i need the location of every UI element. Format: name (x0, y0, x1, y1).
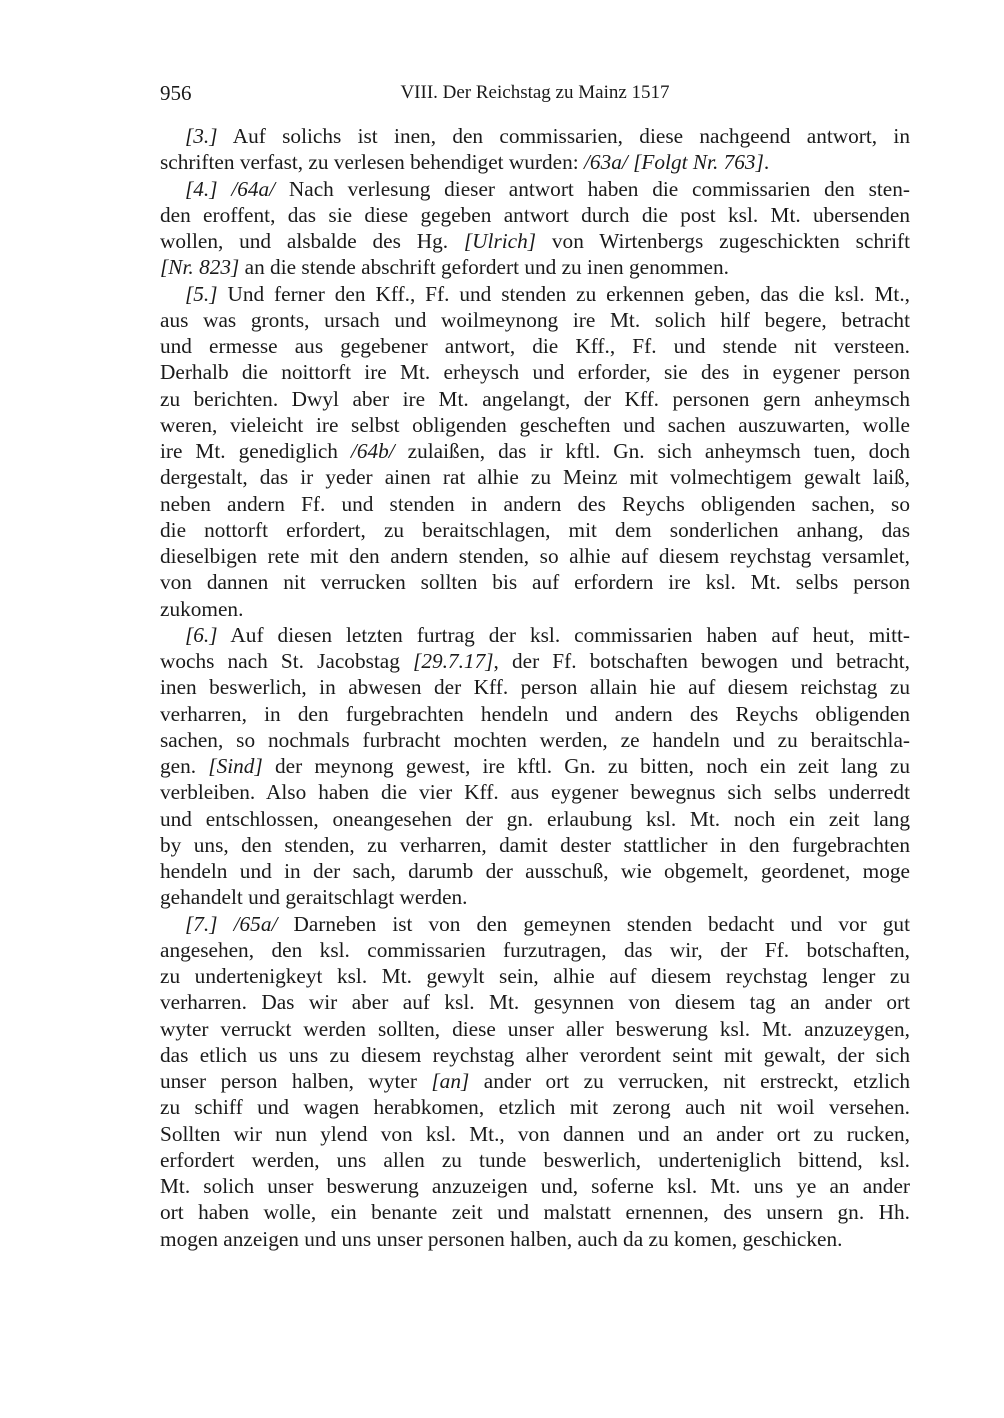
text-line (160, 1226, 910, 1252)
text-run: neben andern Ff. und stenden in andern des Reychs obligenden sachen, so (160, 491, 910, 516)
text-line (160, 674, 910, 700)
text-run: dergestalt, das ir yeder ainen rat alhie zu Meinz mit volmechtigem gewalt laiß, (160, 465, 910, 490)
text-line (160, 701, 910, 727)
text-line (160, 123, 910, 149)
text-run: Auf solichs ist inen, den commissarien, diese nachgeend antwort, in (217, 124, 910, 148)
text-run: zu schiff und wagen herabkomen, etzlich mit zerong auch nit woil versehen. (160, 1095, 910, 1120)
running-title: VIII. Der Reichstag zu Mainz 1517 (400, 82, 670, 103)
text-run: . (763, 150, 770, 175)
text-line (160, 1068, 910, 1094)
editorial-annotation: /63a/ [Folgt Nr. 763] (584, 150, 764, 175)
paragraph (160, 176, 910, 281)
text-run: aus was gronts, ursach und woilmeynong ire Mt. solich hilf begere, betracht (160, 307, 910, 332)
text-run: zu undertenigkeyt ksl. Mt. gewylt sein, alhie auf diesem reychstag lenger zu (160, 964, 910, 988)
text-line (160, 228, 910, 254)
text-line (160, 333, 910, 359)
text-run: wochs nach St. Jacobstag (160, 649, 414, 673)
text-line (160, 963, 910, 989)
text-line (160, 1016, 910, 1042)
text-line (160, 491, 910, 517)
editorial-annotation: [Ulrich] (463, 229, 537, 253)
text-line (160, 412, 910, 438)
text-line (160, 911, 910, 937)
text-line (160, 1173, 910, 1199)
text-run: verharren. Das wir aber auf ksl. Mt. gesynnen von diesem tag an ander ort (160, 990, 910, 1015)
running-head (160, 76, 910, 112)
editorial-annotation: [4.] /64a/ (185, 176, 276, 201)
text-run: verbleiben. Also haben die vier Kff. aus eygener bewegnus sich selbs underredt (160, 780, 910, 805)
text-run: und ermesse aus gegebener antwort, die Kff., Ff. und stende nit versteen. (160, 334, 910, 358)
text-line (160, 149, 910, 175)
paragraph (160, 911, 910, 1252)
paragraph (160, 281, 910, 622)
text-run: ander ort zu verrucken, nit erstreckt, etzlich (469, 1069, 910, 1093)
text-line (160, 543, 910, 569)
text-run: weren, vieleicht ire selbst obligenden gescheften und sachen auszuwarten, wolle (160, 412, 910, 437)
text-line (160, 438, 910, 464)
text-line (160, 648, 910, 674)
text-run: ire Mt. genediglich (160, 439, 351, 463)
text-run: Mt. solich unser beswerung anzuzeigen und, soferne ksl. Mt. uns ye an ander (160, 1174, 910, 1198)
text-run: an die stende abschrift gefordert und zu inen genommen. (239, 255, 729, 280)
text-run: unser person halben, wyter (160, 1069, 432, 1093)
text-run: by uns, den stenden, zu verharren, damit dester stattlicher in den furgebrachten (160, 832, 910, 857)
body-text (160, 123, 910, 1252)
text-line (160, 727, 910, 753)
text-line (160, 1094, 910, 1120)
text-run: erfordert werden, uns allen zu tunde beswerlich, underteniglich bittend, ksl. (160, 1147, 910, 1172)
editorial-annotation: [Sind] (208, 754, 263, 778)
text-run: gen. (160, 754, 209, 778)
editorial-annotation: [an] (431, 1069, 470, 1093)
text-run: zu berichten. Dwyl aber ire Mt. angelangt, der Kff. personen gern anheymsch (160, 386, 910, 411)
text-run: Sollten wir nun ylend von ksl. Mt., von dannen und an ander ort zu rucken, (160, 1121, 910, 1146)
text-line (160, 937, 910, 963)
text-line (160, 464, 910, 490)
text-run: gehandelt und geraitschlagt werden. (160, 885, 468, 910)
text-run: mogen anzeigen und uns unser personen halben, auch da zu komen, geschicken. (160, 1226, 843, 1251)
text-run: das etlich us uns zu diesem reychstag alher verordent seint mit gewalt, der sich (160, 1042, 910, 1067)
text-line (160, 359, 910, 385)
editorial-annotation: /64b/ (350, 439, 395, 463)
text-run: verharren, in den furgebrachten hendeln und andern des Reychs obligenden (160, 701, 910, 726)
text-run: dieselbigen rete mit den andern stenden, so alhie auf diesem reychstag versamlet, (160, 544, 910, 568)
text-line (160, 569, 910, 595)
text-line (160, 1121, 910, 1147)
text-line (160, 858, 910, 884)
editorial-annotation: [6.] (185, 622, 218, 647)
editorial-annotation: [5.] (185, 281, 218, 306)
text-line (160, 1199, 910, 1225)
text-line (160, 884, 910, 910)
text-run: wollen, und alsbalde des Hg. (160, 229, 464, 253)
text-run: den eroffent, das sie diese gegeben antwort durch die post ksl. Mt. ubersenden (160, 202, 910, 227)
text-line (160, 1042, 910, 1068)
text-run: sachen, so nochmals furbracht mochten werden, ze handeln und zu beraitschla- (160, 727, 910, 752)
text-run: Und ferner den Kff., Ff. und stenden zu erkennen geben, das die ksl. Mt., (217, 281, 910, 306)
text-line (160, 202, 910, 228)
text-line (160, 517, 910, 543)
text-run: zukomen. (160, 596, 244, 621)
editorial-annotation: [7.] /65a/ (185, 911, 278, 936)
paragraph (160, 622, 910, 911)
text-line (160, 779, 910, 805)
text-line (160, 254, 910, 280)
text-line (160, 596, 910, 622)
text-line (160, 832, 910, 858)
editorial-annotation: [29.7.17] (413, 649, 494, 673)
document-page (160, 76, 910, 1252)
text-line (160, 622, 910, 648)
text-line (160, 386, 910, 412)
text-run: und entschlossen, oneangesehen der gn. erlaubung ksl. Mt. noch ein zeit lang (160, 806, 910, 831)
text-run: schriften verfast, zu verlesen behendiget wurden: (160, 150, 584, 175)
text-line (160, 281, 910, 307)
paragraph (160, 123, 910, 176)
text-line (160, 1147, 910, 1173)
text-run: ort haben wolle, ein benante zeit und malstatt ernennen, des unsern gn. Hh. (160, 1200, 910, 1225)
text-run: zulaißen, das ir kftl. Gn. sich anheymsch tuen, doch (394, 439, 911, 463)
text-run: von Wirtenbergs zugeschickten schrift (536, 229, 910, 253)
text-run: angesehen, den ksl. commissarien furzutragen, das wir, der Ff. botschaften, (160, 937, 910, 962)
page-number: 956 (160, 81, 192, 105)
text-run: der meynong gewest, ire kftl. Gn. zu bitten, noch ein zeit lang zu (262, 754, 910, 778)
text-run: die nottorft erfordert, zu beraitschlagen, mit dem sonderlichen anhang, das (160, 517, 910, 542)
text-run: , der Ff. botschaften bewogen und betracht, (493, 649, 910, 673)
text-line (160, 806, 910, 832)
text-run: hendeln und in der sach, darumb der ausschuß, wie obgemelt, geordenet, moge (160, 859, 910, 883)
text-run: wyter verruckt werden sollten, diese unser aller beswerung ksl. Mt. anzuzeygen, (160, 1016, 910, 1041)
text-run: Nach verlesung dieser antwort haben die commissarien den sten- (275, 176, 911, 201)
text-line (160, 176, 910, 202)
editorial-annotation: [Nr. 823] (160, 255, 240, 280)
text-line (160, 753, 910, 779)
text-line (160, 989, 910, 1015)
text-line (160, 307, 910, 333)
editorial-annotation: [3.] (185, 124, 218, 148)
text-run: von dannen nit verrucken sollten bis auf erfordern ire ksl. Mt. selbs person (160, 570, 910, 595)
text-run: Auf diesen letzten furtrag der ksl. commissarien haben auf heut, mitt- (217, 622, 910, 647)
text-run: Derhalb die noittorft ire Mt. erheysch und erforder, sie des in eygener person (160, 360, 910, 385)
text-run: inen beswerlich, in abwesen der Kff. person allain hie auf diesem reichstag zu (160, 675, 910, 700)
text-run: Darneben ist von den gemeynen stenden bedacht und vor gut (277, 911, 910, 936)
